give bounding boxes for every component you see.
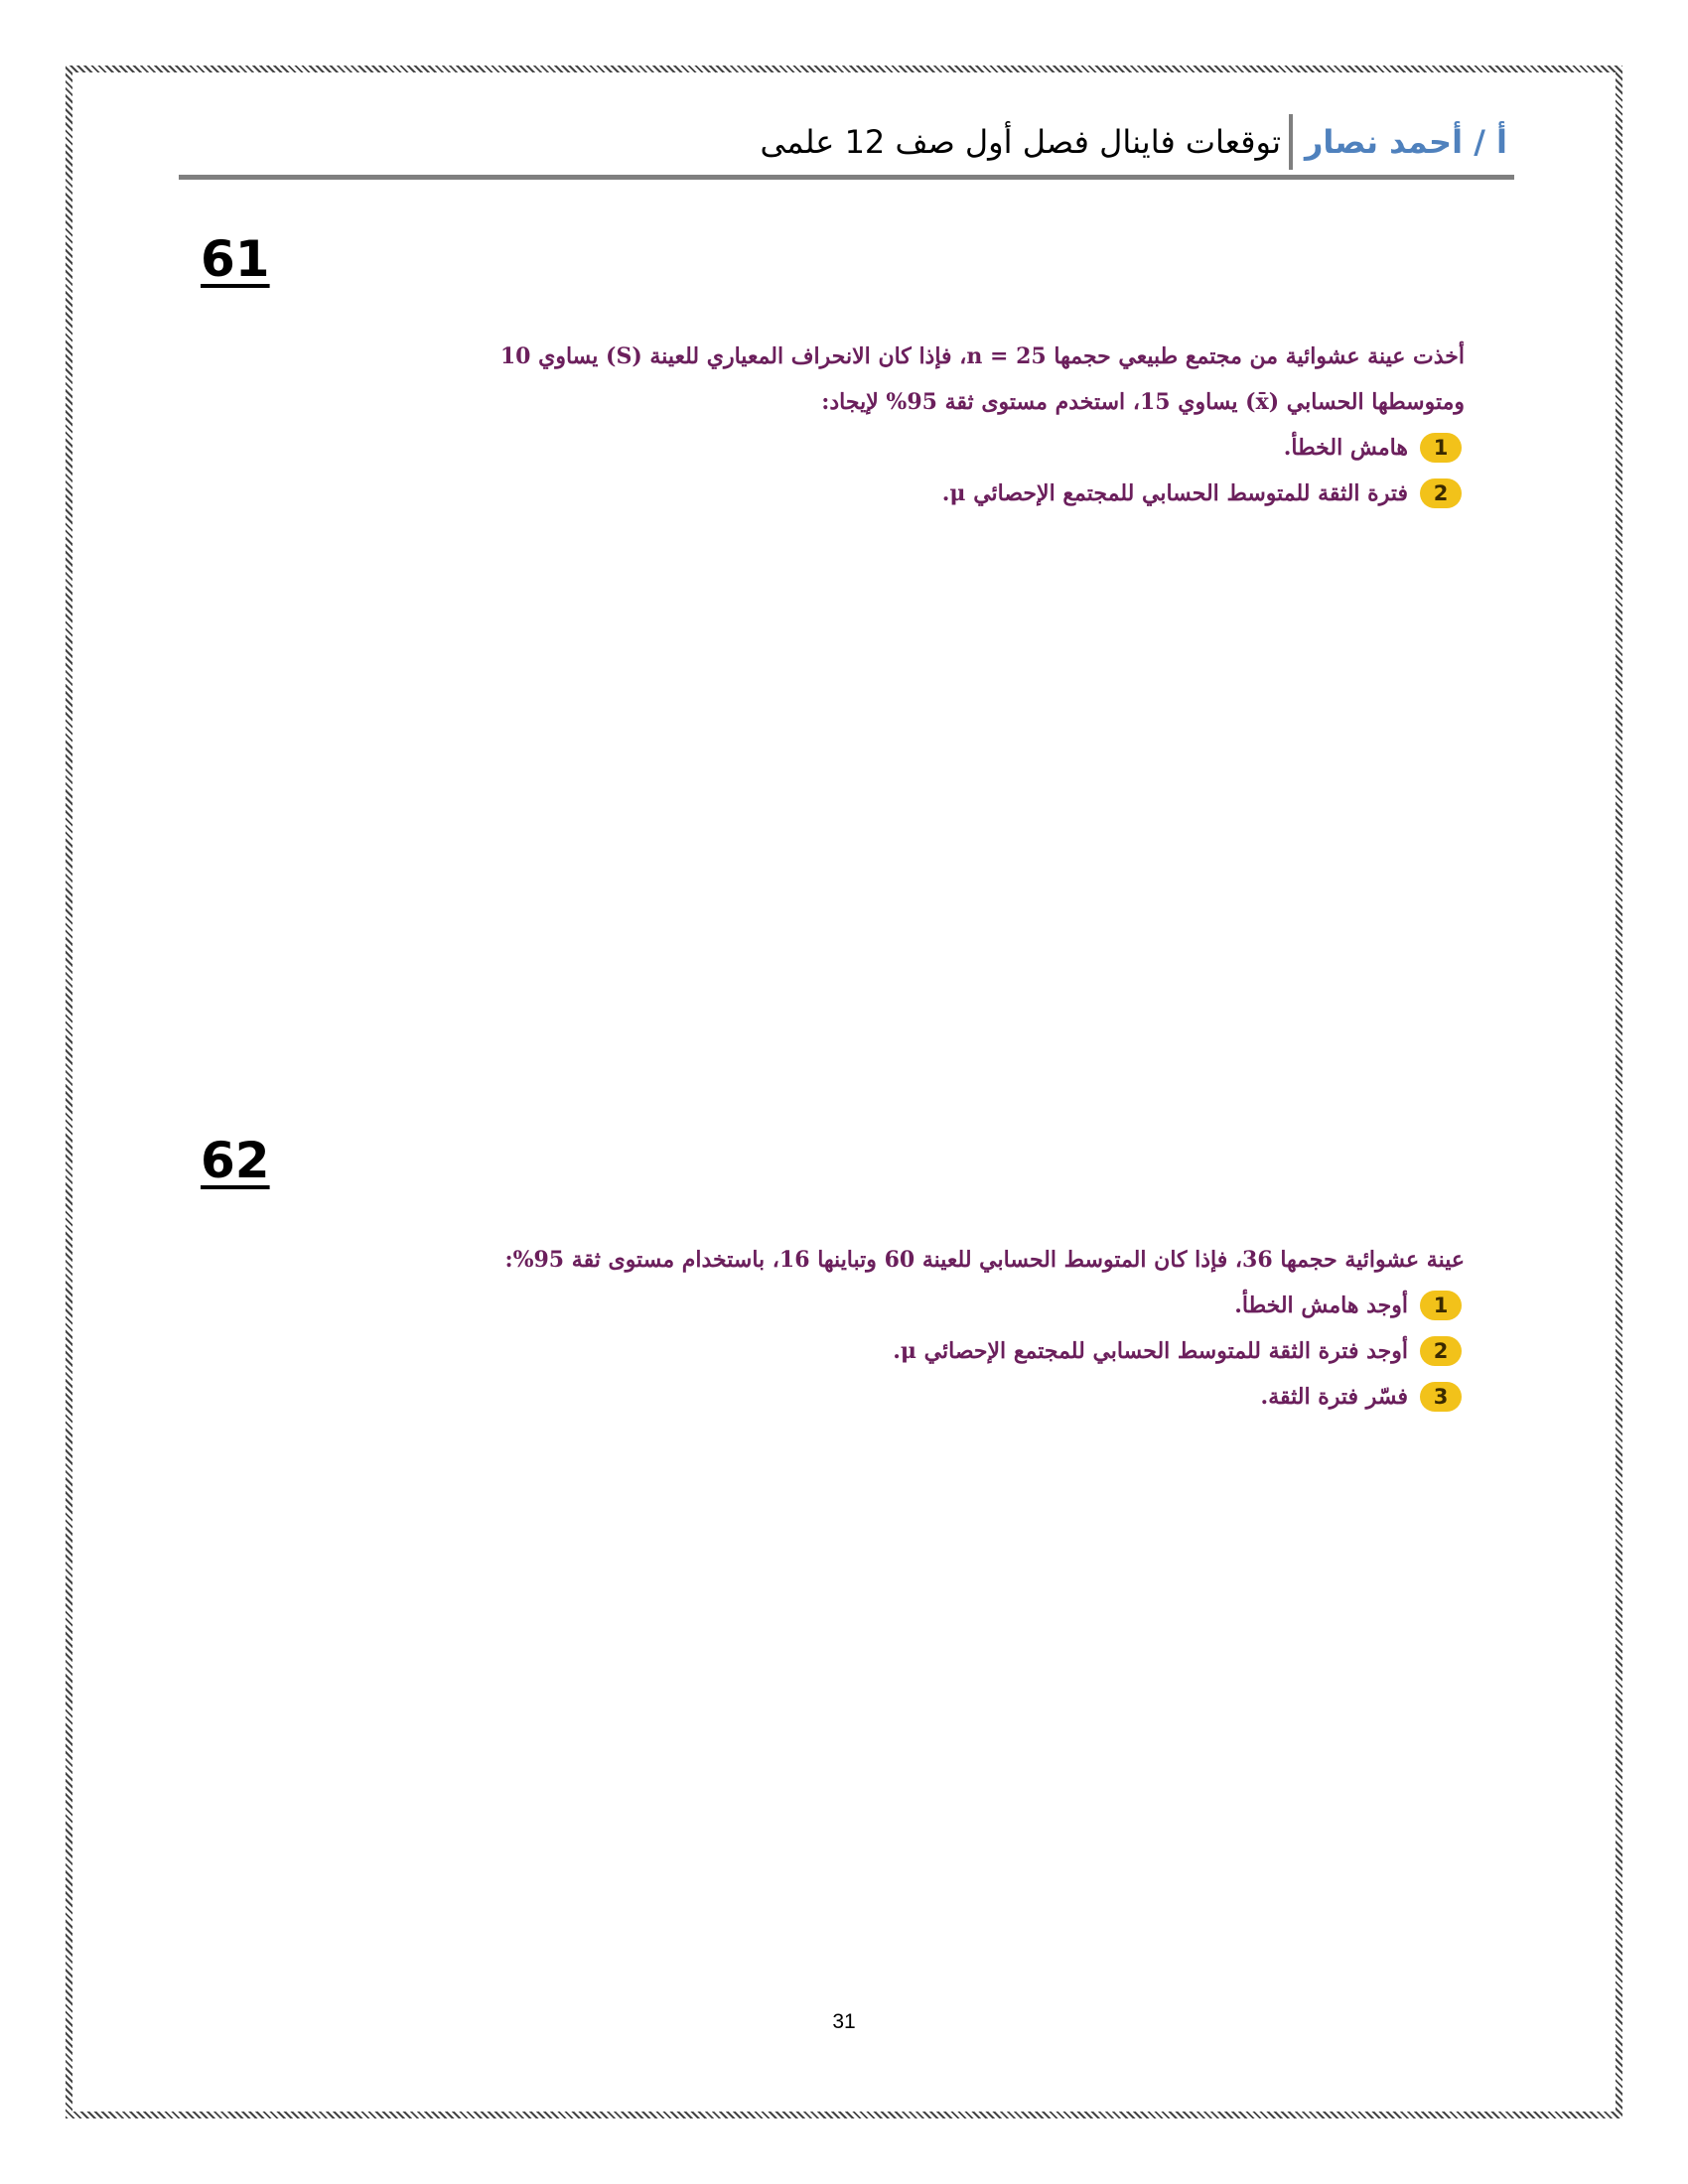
question-item [204, 1328, 1462, 1374]
item-text: فترة الثقة للمتوسط الحسابي للمجتمع الإحصائي μ. [941, 480, 1408, 506]
question-62-body [204, 1237, 1465, 1420]
item-text: أوجد فترة الثقة للمتوسط الحسابي للمجتمع الإحصائي μ. [893, 1338, 1408, 1364]
question-number: 62 [201, 1132, 270, 1189]
question-text-line: أخذت عينة عشوائية من مجتمع طبيعي حجمها 25 = n، فإذا كان الانحراف المعياري للعينة (S) يساوي 10 [499, 343, 1465, 369]
item-text: فسّر فترة الثقة. [1260, 1384, 1408, 1410]
header-separator [1289, 114, 1293, 170]
item-number-badge: 3 [1420, 1382, 1462, 1412]
question-text-line: ومتوسطها الحسابي (x̄) يساوي 15، استخدم مستوى ثقة 95% لإيجاد: [821, 389, 1465, 415]
item-number-badge: 1 [1420, 433, 1462, 463]
item-text: أوجد هامش الخطأ. [1234, 1293, 1408, 1318]
question-61-body [204, 334, 1465, 516]
header-title: توقعات فاينال فصل أول صف 12 علمى [760, 123, 1281, 161]
item-number-badge: 2 [1420, 478, 1462, 508]
page-number: 31 [832, 2010, 856, 2033]
header-rule [179, 175, 1514, 180]
question-item [204, 425, 1462, 471]
header-author: أ / أحمد نصار [1304, 123, 1507, 161]
item-text: هامش الخطأ. [1283, 435, 1408, 461]
question-text-line: عينة عشوائية حجمها 36، فإذا كان المتوسط الحسابي للعينة 60 وتباينها 16، باستخدام مستوى ثقة 95%: [504, 1247, 1465, 1273]
item-number-badge: 1 [1420, 1291, 1462, 1320]
question-item [204, 1374, 1462, 1420]
question-item [204, 1283, 1462, 1328]
item-number-badge: 2 [1420, 1336, 1462, 1366]
page-header [179, 111, 1509, 173]
question-item [204, 471, 1462, 516]
question-number: 61 [201, 230, 270, 288]
